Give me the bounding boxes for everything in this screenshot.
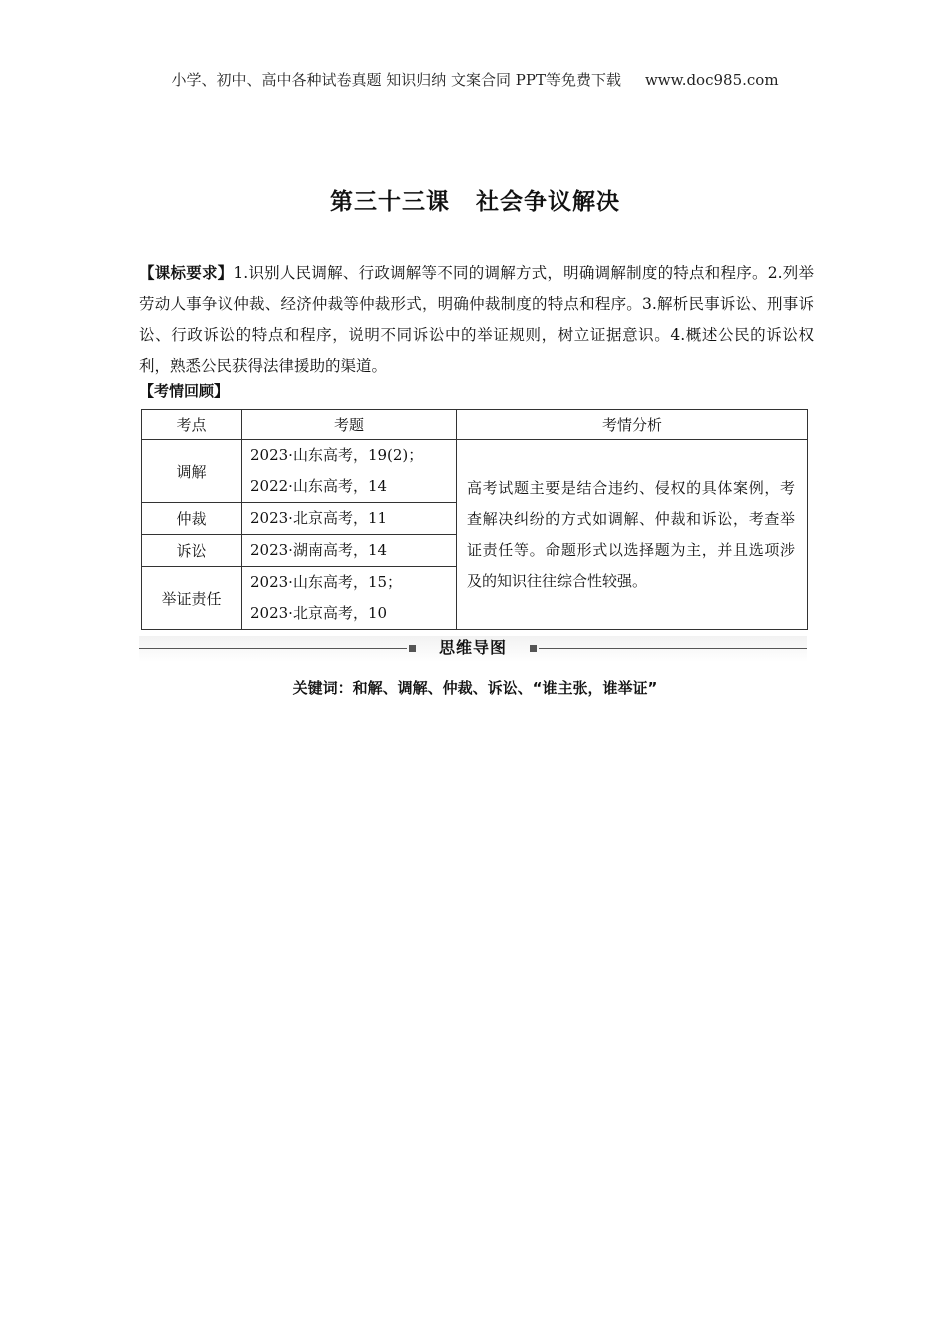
cell-questions <box>242 503 457 535</box>
mindmap-section-bar <box>139 636 807 662</box>
question-line: 2023·山东高考，15； <box>250 573 403 591</box>
question-line: 2023·北京高考，11 <box>250 509 388 527</box>
page-title <box>0 183 950 216</box>
header-cell-question: 考题 <box>242 410 457 440</box>
keywords-line: 关键词：和解、调解、仲裁、诉讼、“谁主张，谁举证” <box>292 679 658 697</box>
table-row <box>142 440 808 503</box>
header-cell-point: 考点 <box>142 410 242 440</box>
question-line: 2023·北京高考，10 <box>250 604 388 622</box>
cell-point: 仲裁 <box>142 503 242 535</box>
cell-questions <box>242 567 457 630</box>
cell-point: 举证责任 <box>142 567 242 630</box>
requirements-label: 【课标要求】 <box>139 264 234 282</box>
cell-point: 诉讼 <box>142 535 242 567</box>
cell-point: 调解 <box>142 440 242 503</box>
header-url[interactable]: www.doc985.com <box>644 71 779 89</box>
title-lesson-name: 社会争议解决 <box>476 189 620 215</box>
header-cell-analysis: 考情分析 <box>457 410 808 440</box>
cell-questions <box>242 535 457 567</box>
mindmap-title: 思维导图 <box>438 638 507 657</box>
cell-analysis: 高考试题主要是结合违约、侵权的具体案例，考查解决纠纷的方式如调解、仲裁和诉讼，考查举证责任等。命题形式以选择题为主，并且选项涉及的知识往往综合性较强。 <box>457 440 808 630</box>
title-lesson-number: 第三十三课 <box>330 189 450 215</box>
curriculum-requirements <box>139 258 814 382</box>
requirements-text: 1.识别人民调解、行政调解等不同的调解方式，明确调解制度的特点和程序。2.列举劳动人事争议仲裁、经济仲裁等仲裁形式，明确仲裁制度的特点和程序。3.解析民事诉讼、刑事诉讼、行政诉讼的特点和程序，说明不同诉讼中的举证规则，树立证据意识。4.概述公民的诉讼权利，熟悉公民获得法律援助的渠道。 <box>139 264 814 375</box>
divider-line-right <box>539 648 807 649</box>
exam-review-label: 【考情回顾】 <box>139 382 230 400</box>
table-header-row <box>142 410 808 440</box>
header-text: 小学、初中、高中各种试卷真题 知识归纳 文案合同 PPT等免费下载 <box>171 71 621 89</box>
exam-review-table <box>141 409 808 630</box>
question-line: 2023·山东高考，19(2)； <box>250 446 424 464</box>
square-bullet-icon <box>530 645 537 652</box>
cell-questions <box>242 440 457 503</box>
page-header <box>0 69 950 90</box>
question-line: 2023·湖南高考，14 <box>250 541 388 559</box>
question-line: 2022·山东高考，14 <box>250 477 388 495</box>
